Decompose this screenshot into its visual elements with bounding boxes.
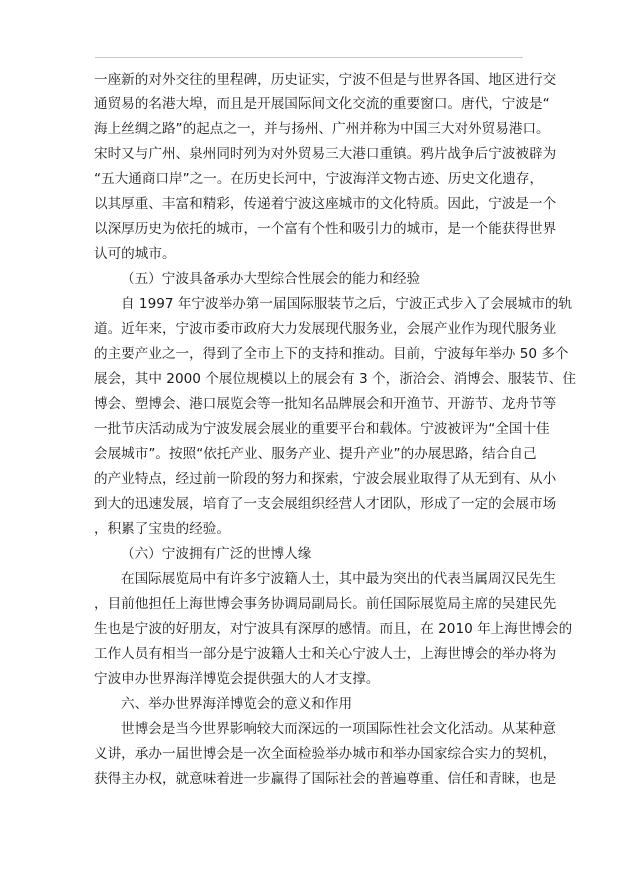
text-line: 一座新的对外交往的里程碑，历史证实，宁波不但是与世界各国、地区进行交 [94, 72, 557, 88]
text-line: 一批节庆活动成为宁波发展会展业的重要平台和载体。宁波被评为“全国十佳 [94, 421, 550, 437]
text-line: 生也是宁波的好朋友，对宁波具有深厚的感情。而且，在 2010 年上海世博会的 [94, 621, 573, 637]
text-line: 的主要产业之一，得到了全市上下的支持和推动。目前，宁波每年举办 50 多个 [94, 346, 569, 362]
text-line: 海上丝绸之路”的起点之一，并与扬州、广州并称为中国三大对外贸易港口。 [94, 121, 550, 137]
chapter-heading: 六、举办世界海洋博览会的意义和作用 [121, 696, 353, 712]
text-line: ，目前他担任上海世博会事务协调局副局长。前任国际展览局主席的吴建民先 [94, 596, 557, 612]
section-heading: （六）宁波拥有广泛的世博人缘 [121, 546, 312, 562]
text-line: 宁波申办世界海洋博览会提供强大的人才支撑。 [94, 671, 380, 687]
text-line: 世博会是当今世界影响较大而深远的一项国际性社会文化活动。从某种意 [121, 721, 556, 737]
text-line: 宋时又与广州、泉州同时列为对外贸易三大港口重镇。鸦片战争后宁波被辟为 [94, 146, 557, 162]
text-line: 道。近年来，宁波市委市政府大力发展现代服务业，会展产业作为现代服务业 [94, 321, 557, 337]
text-line: 工作人员有相当一部分是宁波籍人士和关心宁波人士，上海世博会的举办将为 [94, 646, 557, 662]
text-line: 以深厚历史为依托的城市，一个富有个性和吸引力的城市，是一个能获得世界 [94, 221, 557, 237]
header-rule [95, 57, 523, 58]
text-line: 自 1997 年宁波举办第一届国际服装节之后，宁波正式步入了会展城市的轨 [121, 296, 573, 312]
text-line: 到大的迅速发展，培育了一支会展组织经营人才团队，形成了一定的会展市场 [94, 496, 557, 512]
text-line: 博会、塑博会、港口展览会等一批知名品牌展会和开渔节、开游节、龙舟节等 [94, 396, 557, 412]
section-heading: （五）宁波具备承办大型综合性展会的能力和经验 [121, 271, 421, 287]
text-line: 通贸易的名港大埠，而且是开展国际间文化交流的重要窗口。唐代，宁波是“ [94, 96, 550, 112]
text-line: “五大通商口岸”之一。在历史长河中，宁波海洋文物古迹、历史文化遗存， [94, 171, 544, 187]
text-line: 在国际展览局中有许多宁波籍人士，其中最为突出的代表当属周汉民先生 [121, 571, 556, 587]
text-line: 的产业特点，经过前一阶段的努力和探索，宁波会展业取得了从无到有、从小 [94, 471, 557, 487]
text-line: 获得主办权，就意味着进一步赢得了国际社会的普遍尊重、信任和青睐，也是 [94, 771, 557, 787]
text-line: 展会，其中 2000 个展位规模以上的展会有 3 个，浙洽会、消博会、服装节、住 [94, 371, 576, 387]
text-line: 认可的城市。 [94, 246, 176, 262]
text-line: 以其厚重、丰富和精彩，传递着宁波这座城市的文化特质。因此，宁波是一个 [94, 196, 557, 212]
text-line: 义讲，承办一届世博会是一次全面检验举办城市和举办国家综合实力的契机， [94, 746, 557, 762]
text-line: ，积累了宝贵的经验。 [94, 521, 230, 537]
text-line: 会展城市”。按照“依托产业、服务产业、提升产业”的办展思路，结合自己 [94, 446, 537, 462]
